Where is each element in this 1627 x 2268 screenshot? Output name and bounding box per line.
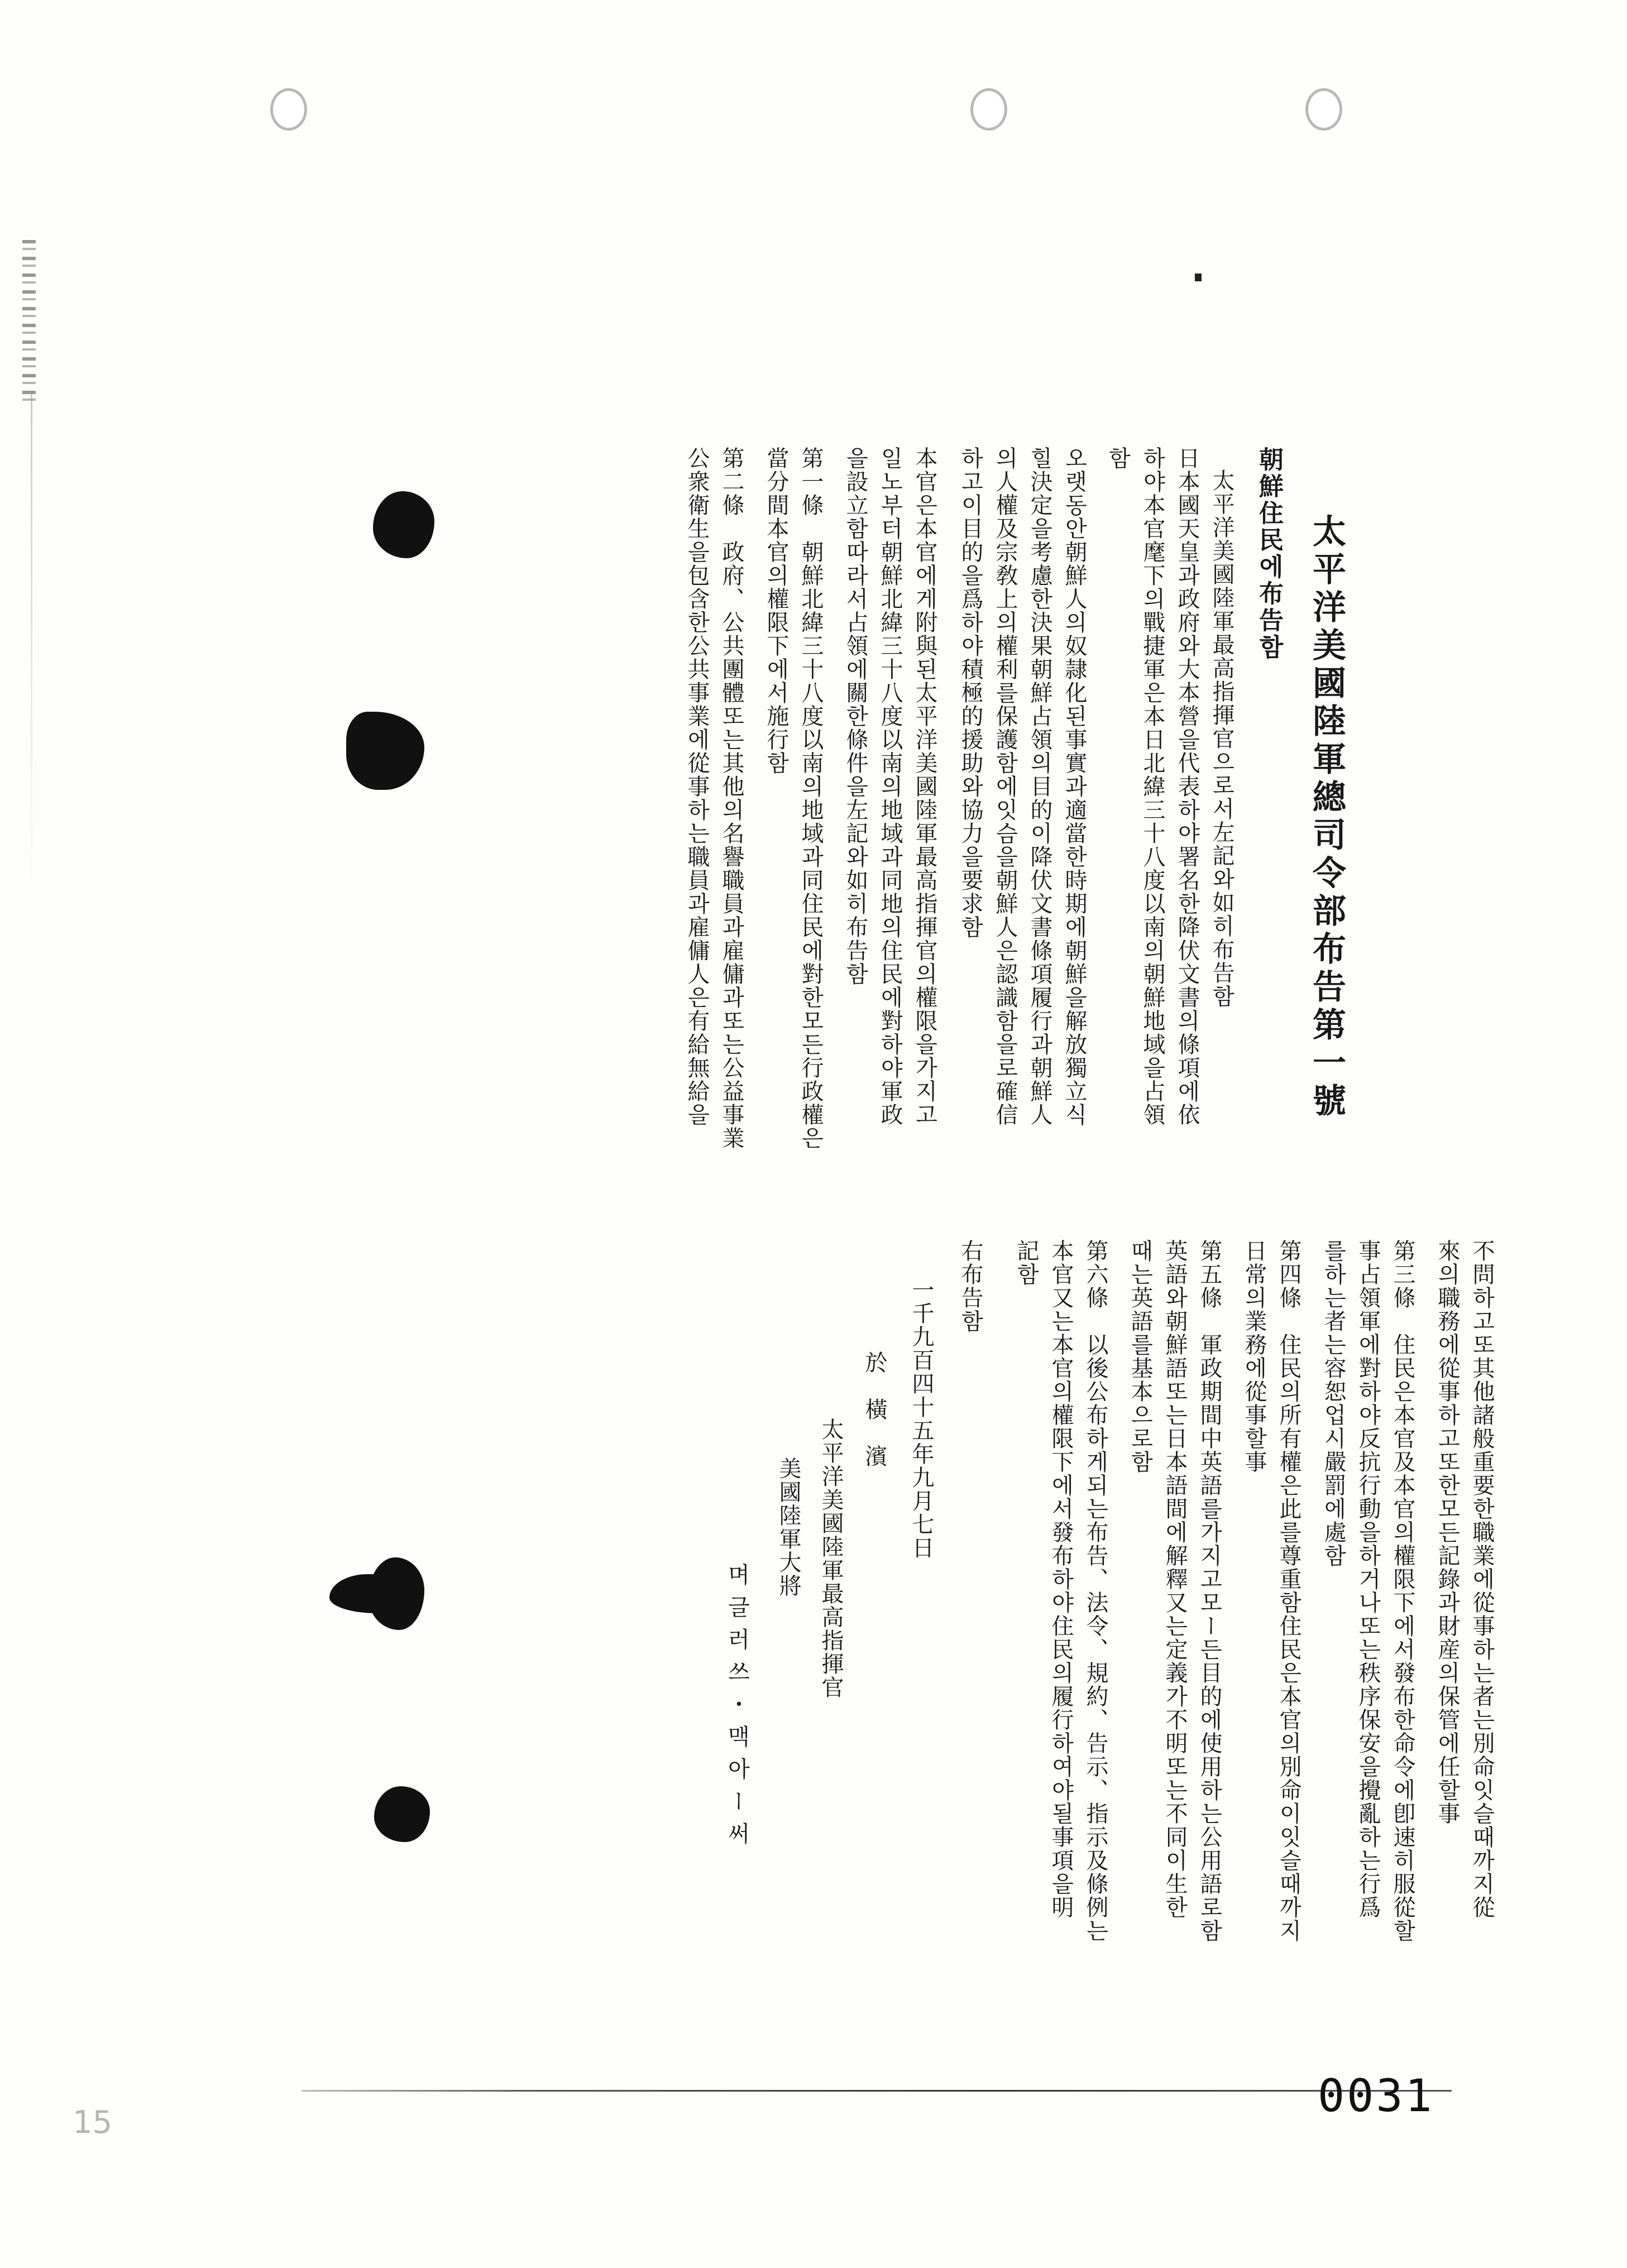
signatory-name: 며글러쓰・맥아ー써	[724, 1563, 750, 1854]
ink-blot	[374, 1786, 430, 1842]
place-line: 於 橫 濱	[862, 1351, 887, 1468]
body-column: 하야本官麾下의戰捷軍은本日北緯三十八度以南의朝鮮地域을占領	[1140, 447, 1165, 1126]
body-column: 公衆衛生을包含한公共事業에從事하는職員과雇傭人은有給無給을	[684, 447, 710, 1126]
body-column: 第三條 住民은本官及本官의權限下에서發布한命令에卽速히服從할	[1390, 1239, 1415, 1943]
signatory-title: 太平洋美國陸軍最高指揮官	[818, 1418, 844, 1699]
ink-blot	[373, 491, 434, 558]
body-column: 英語와朝鮮語또는日本語間에解釋又는定義가不明또는不同이生한	[1162, 1239, 1188, 1919]
body-column: 의人權及宗敎上의權利를保護함에잇슴을朝鮮人은認識함을로確信	[992, 447, 1018, 1126]
punch-hole-center	[970, 88, 1007, 131]
body-column: 右布告함	[958, 1239, 983, 1333]
body-column: 太平洋美國陸軍最高指揮官으로서左記와如히布告함	[1209, 469, 1234, 1008]
body-column: 事占領軍에對하야反抗行動을하거나또는秩序保安을攪亂하는行爲	[1355, 1239, 1381, 1919]
body-column: 오랫동안朝鮮人의奴隷化된事實과適當한時期에朝鮮을解放獨立식	[1061, 447, 1087, 1126]
scan-edge-line	[31, 391, 32, 893]
body-column: 日本國天皇과政府와大本營을代表하야署名한降伏文書의條項에依	[1174, 447, 1200, 1126]
body-column: 第五條 軍政期間中英語를가지고모ー든目的에使用하는公用語로함	[1197, 1239, 1222, 1943]
body-column: 第六條 以後公布하게되는布告、法令、規約、告示、指示及條例는	[1083, 1239, 1108, 1943]
body-column: 때는英語를基本으로함	[1127, 1239, 1153, 1474]
pencil-mark: 15	[73, 2104, 113, 2141]
body-column: 本官은本官에게附與된太平洋美國陸軍最高指揮官의權限을가지고	[912, 447, 937, 1126]
body-column: 힐決定을考慮한決果朝鮮占領의目的이降伏文書條項履行과朝鮮人	[1027, 447, 1052, 1126]
body-column: 하고이目的을爲하야積極的援助와協力을要求함	[958, 447, 983, 939]
body-column: 第一條 朝鮮北緯三十八度以南의地域과同住民에對한모든行政權은	[798, 447, 824, 1150]
body-column: 第二條 政府、公共團體또는其他의名譽職員과雇傭과또는公益事業	[719, 447, 744, 1150]
body-column: 일노부터朝鮮北緯三十八度以南의地域과同地의住民에對하야軍政	[877, 447, 903, 1126]
punch-hole-right	[1305, 88, 1342, 131]
document-subtitle: 朝鮮住民에布告함	[1255, 447, 1283, 661]
body-column: 不問하고또其他諸般重要한職業에從事하는者는別命잇슬때까지從	[1469, 1239, 1495, 1919]
body-column: 日常의業務에從事할事	[1241, 1239, 1267, 1474]
date-line: 一千九百四十五年九月七日	[908, 1278, 934, 1560]
footer-rule	[302, 2090, 1452, 2092]
punch-hole-left	[270, 88, 307, 131]
body-column: 第四條 住民의所有權은此를尊重함住民은本官의別命이잇슬때까지	[1276, 1239, 1301, 1943]
body-column: 本官又는本官의權限下에서發布하야住民의履行하여야될事項을明	[1048, 1239, 1074, 1919]
body-column: 을設立함따라서占領에關한條件을左記와如히布告함	[843, 447, 868, 986]
signatory-rank: 美國陸軍大將	[776, 1457, 801, 1598]
document-title: 太平洋美國陸軍總司令部布告第一號	[1307, 514, 1346, 1121]
scan-edge-noise	[22, 240, 36, 407]
ink-blot	[369, 726, 413, 776]
body-column: 記함	[1013, 1239, 1039, 1286]
body-column: 當分間本官의權限下에서施行함	[763, 447, 789, 775]
page-number: 0031	[1318, 2070, 1434, 2122]
body-column: 를하는者는容恕업시嚴罰에處함	[1320, 1239, 1346, 1567]
body-column: 來의職務에從事하고또한모든記錄과財産의保管에任할事	[1434, 1239, 1460, 1825]
body-column: 함	[1105, 447, 1131, 470]
ink-blot	[369, 1557, 424, 1630]
margin-mark	[1195, 274, 1202, 281]
